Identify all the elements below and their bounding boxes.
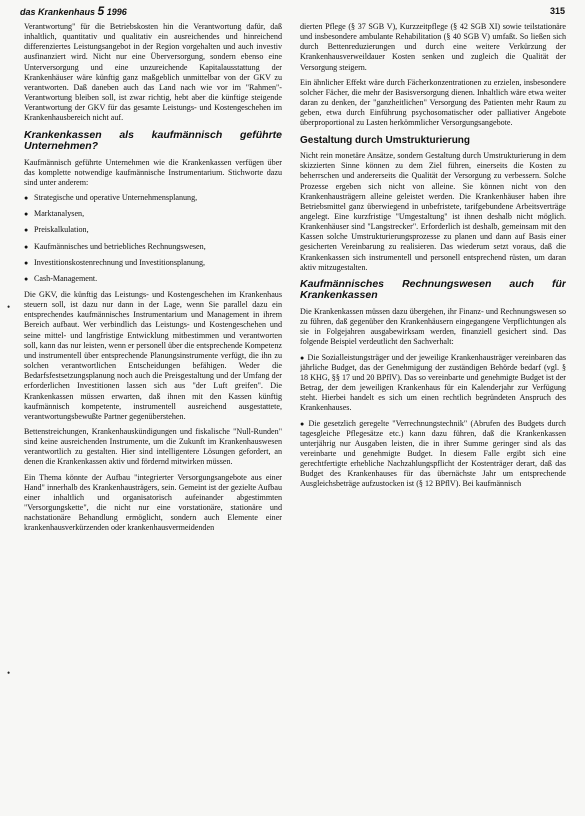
left-column: [24, 22, 282, 810]
journal-issue: [20, 4, 127, 19]
bullet-list: [24, 193, 282, 284]
list-item: ● Strategische und operative Unternehmensplanung,: [24, 193, 282, 203]
paragraph-text: Die gesetzlich geregelte "Verrechnungstechnik" (Abrufen des Budgets durch tagesgleiche Pflegesätze etc.) kann dazu führen, daß die Krankenkassen unterjährig nur Ausgaben leisten, die in ihrer Summe geringer sind als das vereinbarte und genehmigte Budget. In diesem Falle ergibt sich eine gerechtfertigte erhebliche Nachzahlungspflicht der Kostenträger derart, daß das Budget des Krankenhauses für das übernächste Jahr um entsprechende Ausgleichsbeträge aufzustocken ist (§ 12 BPflV). Bei kaufmännisch: [300, 418, 566, 489]
paragraph: Nicht rein monetäre Ansätze, sondern Gestaltung durch Umstrukturierung in dem skizzierten Sinne können zu dem Ziel führen, einerseits die Kosten zu beherrschen und andererseits die Qualität der Versorgung zu verbessern. Solche Prozesse ergeben sich nicht von alleine. Sie können nicht von den Krankenhausträgern alleine geleistet werden. Die Krankenhäuser haben ihre Betriebsmittel ganz überwiegend in unbefristete, tarifgebundene Arbeitsverträge angelegt. Eine kurzfristige "Umgestaltung" ist ihnen deshalb nicht möglich. Krankenhäuser sind "Langstrecker". Erforderlich ist deshalb, gemeinsam mit den Kassen solche Umstrukturierungsprozesse zu planen und dann auf Basis einer gesicherten Vereinbarung zu realisieren. Das wiederum setzt voraus, daß die Krankenkassen sich instrumentell und personell entsprechend rüsten, um daran aktiv mitzugestalten.: [300, 151, 566, 272]
bullet-icon: ●: [300, 419, 306, 428]
list-item: ● Kaufmännisches und betriebliches Rechnungswesen,: [24, 242, 282, 252]
paragraph: Bettenstreichungen, Krankenhauskündigungen und fiskalische "Null-Runden" sind keine ausreichenden Instrumente, um die Zukunft im Krankenhauswesen verantwortlich zu gestalten. Hier sind intelligentere Lösungen gefordert, an denen die Krankenkassen aktiv und fördernd mitwirken müssen.: [24, 427, 282, 467]
list-item: ● Cash-Management.: [24, 274, 282, 284]
paragraph: Die Krankenkassen müssen dazu übergehen, ihr Finanz- und Rechnungswesen so zu führen, daß gegenüber den Krankenhäusern eingegangene Verpflichtungen als sie in Folgejahren ausgabewirksam werden, finanziell gesichert sind. Das folgende Beispiel verdeutlicht den Sachverhalt:: [300, 306, 566, 347]
list-item: ● Marktanalysen,: [24, 209, 282, 219]
paragraph: Ein ähnlicher Effekt wäre durch Fächerkonzentrationen zu erzielen, insbesondere solcher Fächer, die mehr der Basisversorgung dienen. Inhaltlich wäre etwa weiter daran zu denken, der "ganzheitlichen" Versorgung des Patienten mehr Raum zu geben, etwa durch Einführung psychosomatischer oder palliativer Angebote überproportional zu Lasten herkömmlicher Versorgungsangebote.: [300, 77, 566, 128]
bullet-paragraph: [300, 353, 566, 414]
paragraph: Kaufmännisch geführte Unternehmen wie die Krankenkassen verfügen über das komplette notwendige kaufmännische Instrumentarium. Stichworte dazu sind unter anderem:: [24, 157, 282, 187]
section-heading: Kaufmännisches Rechnungswesen auch für Krankenkassen: [300, 277, 566, 302]
bullet-icon: ●: [300, 353, 305, 362]
running-header: [20, 4, 565, 18]
list-item: ● Preiskalkulation,: [24, 225, 282, 235]
section-heading: Krankenkassen als kaufmännisch geführte Unternehmen?: [24, 128, 282, 153]
margin-mark: •: [7, 668, 11, 678]
paragraph: Die GKV, die künftig das Leistungs- und Kostengeschehen im Krankenhaus steuern soll, ist dazu nur dann in der Lage, wenn Sie parallel dazu ein entsprechendes kaufmännisches Instrumentarium und Management in ihrem Bereich aufbaut. Wer verbindlich das Leistungs- und Kostengeschehen und seine mittel- und langfristige Entwicklung mitbestimmen und verantworten soll, kann das nur leisten, wenn er personell über die entsprechende Kompetenz und instrumentell über entsprechende Planungsinstrumente verfügt, die ihn zu solchen verantwortlichen Entscheidungen befähigen. Weder die Bedarfsfestsetzungsplanung noch auch die Preisgestaltung und der Umfang der erforderlichen Investitionen lassen sich aus "der Luft greifen". Die Krankenkassen müssen erwarten, daß ihnen mit den Kassen künftig kaufmännisch kompetente, instrumentell ausreichend ausgestattete, verantwortungsbewußte Partner gegenüberstehen.: [24, 289, 282, 421]
issue-year: 1996: [106, 7, 127, 17]
paragraph: Verantwortung" für die Betriebskosten hin die Verantwortung dafür, daß inhaltlich, quantitativ und qualitativ ein ausreichendes und hinreichend differenziertes Leistungsangebot in der Region vorgehalten und auch investiv ausfinanziert wird. Nicht nur eine Überversorgung, sondern ebenso eine Unterversorgung und eine unzureichende Kapitalausstattung der Krankenhäuser wäre künftig ganz maßgeblich unmittelbar von der GKV zu verantworten. Daß daneben auch das Land nach wie vor im "Rahmen"-Verantwortung bleiben soll, ist zwar richtig, hebt aber die künftige steigende Verantwortung der GKV für das gesamte Leistungs- und Kostengeschehen im Krankenhausbereich nicht auf.: [24, 22, 282, 123]
bullet-paragraph: [300, 419, 566, 490]
section-heading: Gestaltung durch Umstrukturierung: [300, 134, 471, 146]
journal-name: das Krankenhaus: [20, 7, 96, 17]
paragraph: Ein Thema könnte der Aufbau "integrierter Versorgungsangebote aus einer Hand" innerhalb des Krankenhausträgers, sein. Gemeint ist der gezielte Aufbau einer inhaltlich und organisatorisch aufeinander abgestimmten "Versorgungskette", die nicht nur eine vorstationäre, stationäre und nachstationäre Behandlung ermöglicht, sondern auch Elemente einer krankenhausverkürzenden oder krankenhausvermeidenden: [24, 472, 282, 533]
margin-mark: •: [7, 302, 11, 312]
paragraph: dierten Pflege (§ 37 SGB V), Kurzzeitpflege (§ 42 SGB XI) sowie teilstationäre und insbesondere ambulante Rehabilitation (§ 40 SGB V) umfaßt. So ließen sich durch Bettenreduzierungen und durch eine weitere Verkürzung der Krankenhausverweildauer Kosten senken und zugleich die Qualität der Versorgung steigern.: [300, 22, 566, 72]
list-item: ● Investitionskostenrechnung und Investitionsplanung,: [24, 258, 282, 268]
page-number: 315: [549, 6, 565, 16]
right-column: [300, 22, 566, 810]
issue-number: 5: [97, 4, 105, 18]
paragraph-text: Die Sozialleistungsträger und der jeweilige Krankenhausträger vereinbaren das jährliche Budget, das der Genehmigung der zuständigen Behörde bedarf (vgl. § 18 KHG, §§ 17 und 20 BPflV). Das so vereinbarte und genehmigte Budget ist der Betrag, der dem jeweiligen Krankenhaus für ein Kalenderjahr zur Verfügung steht. Hierbei handelt es sich um einen rechtlich begründeten Anspruch des Krankenhauses.: [300, 352, 566, 413]
